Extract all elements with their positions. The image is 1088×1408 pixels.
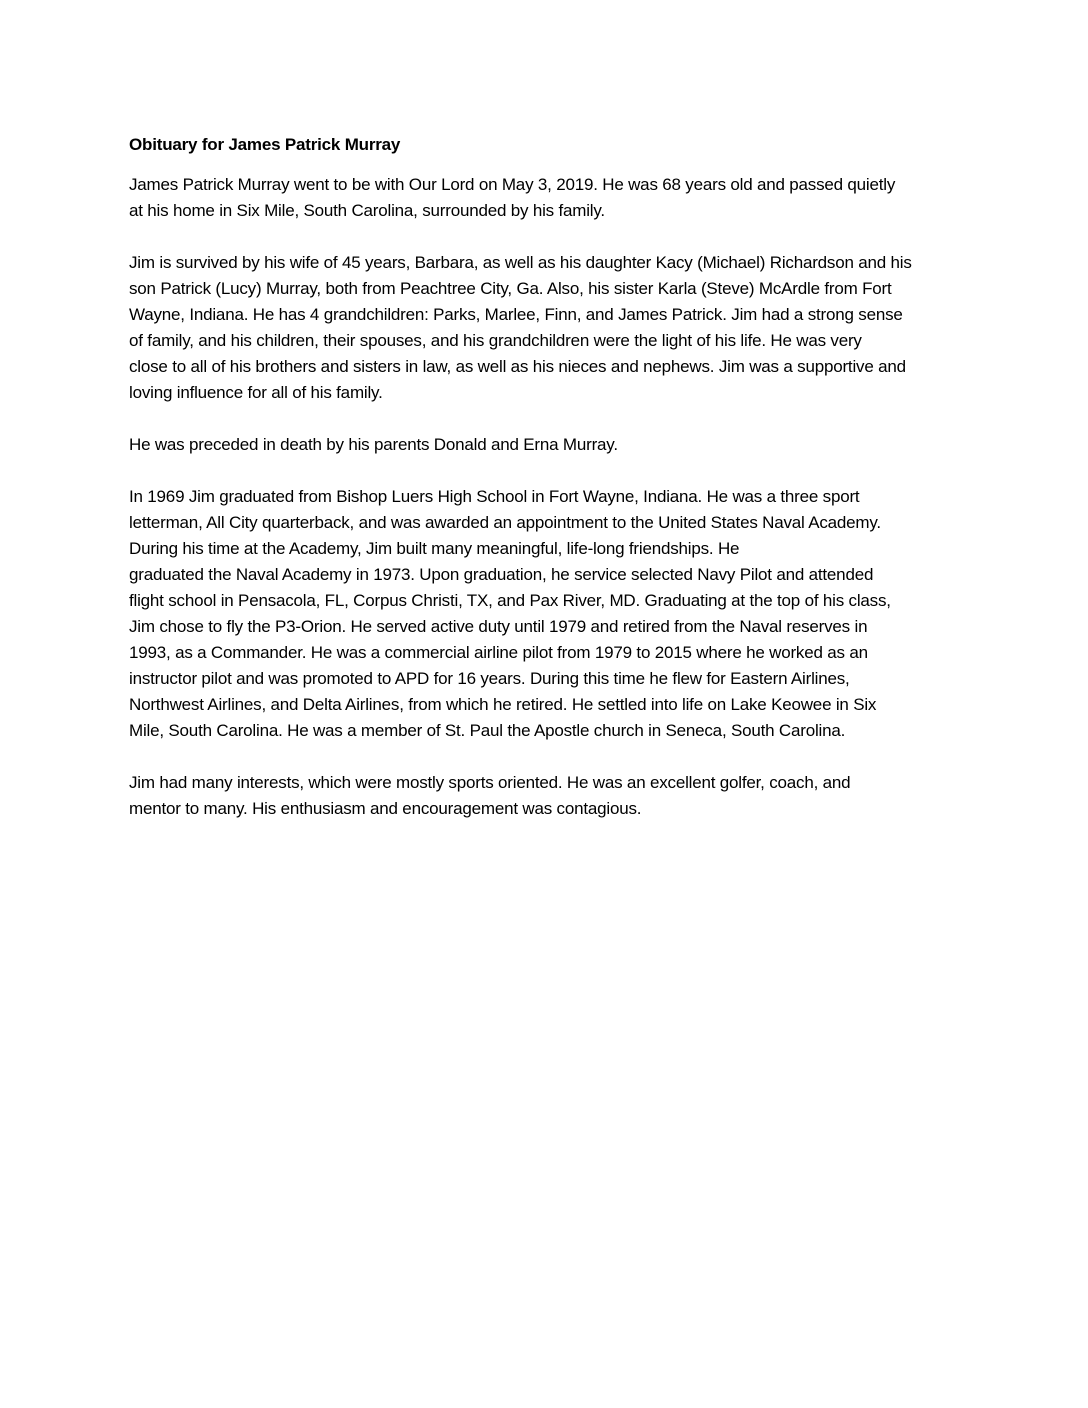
text-line: During his time at the Academy, Jim built many meaningful, life-long friendships. He xyxy=(129,539,740,558)
text-line: loving influence for all of his family. xyxy=(129,383,383,402)
text-line: Jim is survived by his wife of 45 years, Barbara, as well as his daughter Kacy (Michael) Richardson and his xyxy=(129,253,912,272)
text-line: Jim had many interests, which were mostly sports oriented. He was an excellent golfer, coach, and xyxy=(129,773,851,792)
text-line: at his home in Six Mile, South Carolina, surrounded by his family. xyxy=(129,201,605,220)
paragraph xyxy=(129,250,974,406)
paragraph xyxy=(129,484,974,744)
text-line: letterman, All City quarterback, and was awarded an appointment to the United States Naval Academy. xyxy=(129,513,881,532)
text-line: In 1969 Jim graduated from Bishop Luers High School in Fort Wayne, Indiana. He was a three sport xyxy=(129,487,860,506)
text-line: mentor to many. His enthusiasm and encouragement was contagious. xyxy=(129,799,642,818)
paragraph xyxy=(129,770,974,822)
text-line: of family, and his children, their spouses, and his grandchildren were the light of his life. He was very xyxy=(129,331,862,350)
text-line: James Patrick Murray went to be with Our Lord on May 3, 2019. He was 68 years old and passed quietly xyxy=(129,175,896,194)
page-title: Obituary for James Patrick Murray xyxy=(129,135,401,154)
text-line: graduated the Naval Academy in 1973. Upon graduation, he service selected Navy Pilot and attended xyxy=(129,565,874,584)
text-line: Jim chose to fly the P3-Orion. He served active duty until 1979 and retired from the Naval reserves in xyxy=(129,617,868,636)
paragraph xyxy=(129,172,974,224)
document-content xyxy=(129,132,974,848)
text-line: He was preceded in death by his parents Donald and Erna Murray. xyxy=(129,435,618,454)
text-line: son Patrick (Lucy) Murray, both from Peachtree City, Ga. Also, his sister Karla (Steve) McArdle from Fort xyxy=(129,279,892,298)
text-line: flight school in Pensacola, FL, Corpus Christi, TX, and Pax River, MD. Graduating at the top of his class, xyxy=(129,591,891,610)
text-line: Wayne, Indiana. He has 4 grandchildren: Parks, Marlee, Finn, and James Patrick. Jim had a strong sense xyxy=(129,305,903,324)
paragraph xyxy=(129,432,974,458)
text-line: instructor pilot and was promoted to APD for 16 years. During this time he flew for Eastern Airlines, xyxy=(129,669,850,688)
text-line: close to all of his brothers and sisters in law, as well as his nieces and nephews. Jim was a supportive and xyxy=(129,357,906,376)
text-line: Northwest Airlines, and Delta Airlines, from which he retired. He settled into life on Lake Keowee in Six xyxy=(129,695,877,714)
text-line: 1993, as a Commander. He was a commercial airline pilot from 1979 to 2015 where he worked as an xyxy=(129,643,868,662)
text-line: Mile, South Carolina. He was a member of St. Paul the Apostle church in Seneca, South Carolina. xyxy=(129,721,846,740)
